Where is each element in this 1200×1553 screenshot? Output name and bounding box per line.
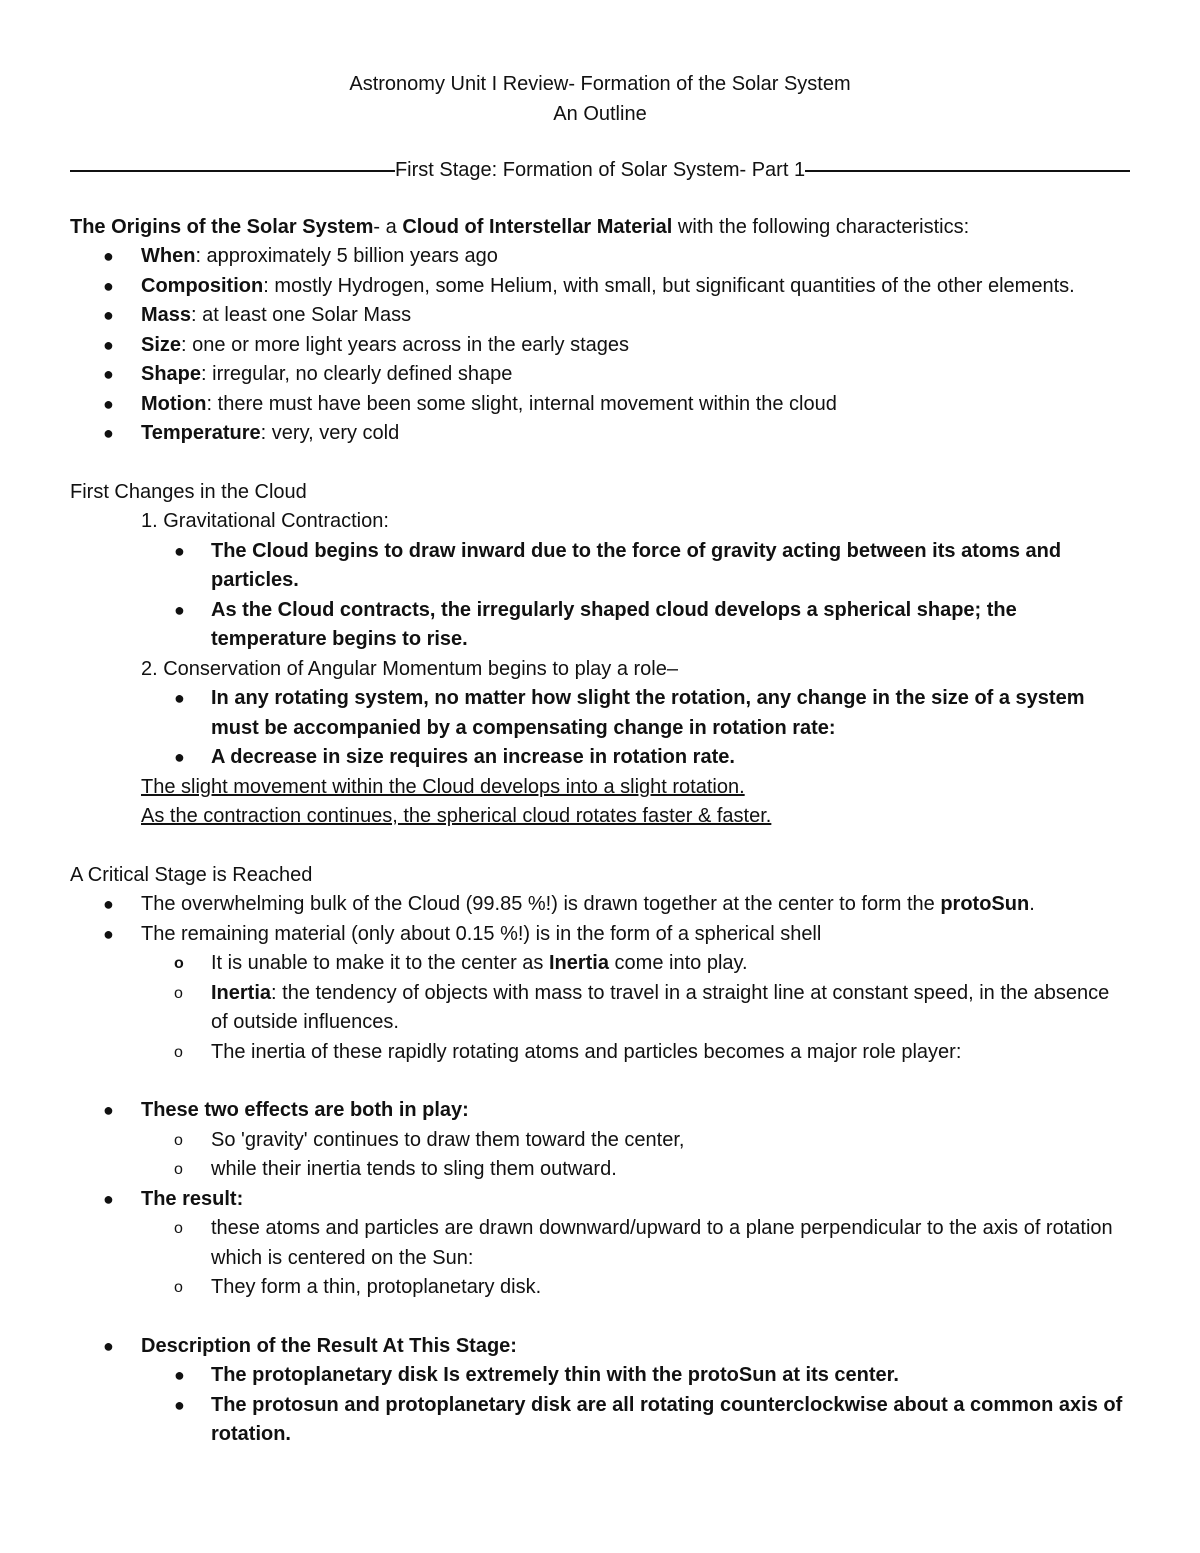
item-heading: Description of the Result At This Stage:	[141, 1334, 517, 1357]
item-text: : one or more light years across in the early stages	[181, 333, 630, 356]
document-subtitle: An Outline	[553, 102, 647, 125]
item-text: So 'gravity' continues to draw them toward the center,	[211, 1128, 685, 1151]
bullet-circle-icon: o	[174, 1220, 183, 1237]
item-term: Mass	[141, 304, 192, 326]
bullet-dot-icon: ●	[103, 923, 114, 944]
item-term: Motion	[141, 392, 207, 415]
list-item	[70, 1273, 1130, 1303]
item-text: : mostly Hydrogen, some Helium, with small, but significant quantities of the other elements.	[263, 274, 1075, 297]
step2-list	[70, 684, 1130, 773]
bullet-dot-icon: ●	[103, 305, 114, 325]
bullet-circle-icon: o	[174, 955, 184, 972]
bullet-dot-icon: ●	[103, 1188, 114, 1209]
bullet-dot-icon: ●	[103, 1100, 114, 1120]
bullet-circle-icon: o	[174, 1279, 183, 1296]
bullet-circle-icon: o	[174, 1161, 183, 1178]
item-term: Composition	[141, 274, 264, 297]
item-text: The inertia of these rapidly rotating atoms and particles becomes a major role player:	[211, 1040, 962, 1063]
list-item	[70, 949, 1130, 979]
item-term: When	[141, 245, 196, 267]
list-item	[70, 684, 1130, 743]
list-item	[70, 390, 1130, 420]
list-item	[70, 360, 1130, 390]
bullet-dot-icon: ●	[103, 894, 114, 914]
list-item	[70, 537, 1130, 596]
bullet-dot-icon: ●	[103, 246, 114, 266]
origins-lead	[70, 213, 1130, 243]
underlined-note-faster: As the contraction continues, the spherical cloud rotates faster & faster.	[141, 805, 772, 827]
list-item	[70, 242, 1130, 272]
step-gravitational-contraction: 1. Gravitational Contraction:	[141, 510, 389, 532]
list-item	[70, 331, 1130, 361]
item-text: : very, very cold	[260, 422, 400, 444]
list-item	[70, 1361, 1130, 1391]
bullet-dot-icon: ●	[174, 599, 185, 620]
banner-rule-right	[805, 170, 1130, 172]
bullet-dot-icon: ●	[174, 688, 185, 708]
origins-lead-text-1: - a	[373, 215, 403, 238]
section-banner	[70, 156, 1130, 186]
step-angular-momentum: 2. Conservation of Angular Momentum begins to play a role–	[141, 657, 678, 680]
bullet-dot-icon: ●	[174, 1394, 185, 1415]
item-text: The overwhelming bulk of the Cloud (99.85 %!) is drawn together at the center to form the	[141, 893, 941, 915]
origins-lead-text-2: with the following characteristics:	[672, 215, 970, 238]
item-text: : there must have been some slight, internal movement within the cloud	[206, 392, 837, 415]
list-item	[70, 1214, 1130, 1273]
list-item	[70, 1038, 1130, 1068]
item-term: Temperature	[141, 422, 261, 444]
step1-list	[70, 537, 1130, 655]
bullet-circle-icon: o	[174, 984, 183, 1002]
list-item	[70, 1185, 1130, 1215]
item-term: protoSun	[940, 893, 1030, 915]
item-text: The protoplanetary disk Is extremely thin with the protoSun at its center.	[211, 1364, 899, 1386]
item-heading: The result:	[141, 1187, 244, 1210]
item-text: : the tendency of objects with mass to travel in a straight line at constant speed, in the absence of outside influences.	[211, 981, 1110, 1033]
item-text: The Cloud begins to draw inward due to the force of gravity acting between its atoms and particles.	[211, 539, 1062, 591]
bullet-circle-icon: o	[174, 1131, 183, 1149]
effects-list	[70, 1096, 1130, 1303]
list-item	[70, 890, 1130, 920]
item-text: A decrease in size requires an increase in rotation rate.	[211, 746, 735, 768]
list-item	[70, 1391, 1130, 1450]
item-text: .	[1029, 893, 1035, 915]
item-text: The protosun and protoplanetary disk are all rotating counterclockwise about a common axis of rotation.	[211, 1393, 1123, 1445]
bullet-dot-icon: ●	[103, 393, 114, 414]
critical-stage-list	[70, 890, 1130, 1067]
item-text: They form a thin, protoplanetary disk.	[211, 1276, 542, 1298]
bullet-dot-icon: ●	[103, 423, 114, 443]
item-text: : irregular, no clearly defined shape	[201, 363, 513, 385]
item-term: Shape	[141, 363, 202, 385]
list-item	[70, 743, 1130, 773]
critical-stage-heading: A Critical Stage is Reached	[70, 863, 313, 886]
bullet-circle-icon: o	[174, 1043, 183, 1061]
list-item	[70, 419, 1130, 449]
description-list	[70, 1332, 1130, 1450]
origins-lead-bold-1: The Origins of the Solar System	[70, 215, 374, 238]
list-item	[70, 920, 1130, 950]
item-text: while their inertia tends to sling them outward.	[211, 1158, 617, 1180]
list-item	[70, 1096, 1130, 1126]
list-item	[70, 979, 1130, 1038]
banner-rule-left	[70, 170, 395, 172]
underlined-note-rotation: The slight movement within the Cloud develops into a slight rotation.	[141, 775, 745, 798]
section-banner-text: First Stage: Formation of Solar System- Part 1	[394, 159, 806, 181]
item-term: Inertia	[548, 952, 609, 974]
list-item	[70, 301, 1130, 331]
item-text: : at least one Solar Mass	[191, 304, 412, 326]
list-item	[70, 1126, 1130, 1156]
bullet-dot-icon: ●	[103, 334, 114, 355]
origins-lead-bold-2: Cloud of Interstellar Material	[402, 215, 673, 238]
item-text: As the Cloud contracts, the irregularly shaped cloud develops a spherical shape; the temperature begins to rise.	[211, 598, 1017, 650]
bullet-dot-icon: ●	[174, 540, 185, 561]
list-item	[70, 272, 1130, 302]
item-text: It is unable to make it to the center as	[211, 952, 549, 974]
list-item	[70, 596, 1130, 655]
first-changes-heading: First Changes in the Cloud	[70, 480, 307, 503]
list-item	[70, 1155, 1130, 1185]
bullet-dot-icon: ●	[103, 275, 114, 296]
bullet-dot-icon: ●	[103, 1335, 114, 1356]
item-heading: These two effects are both in play:	[141, 1099, 469, 1121]
item-term: Inertia	[211, 981, 272, 1004]
item-text: these atoms and particles are drawn downward/upward to a plane perpendicular to the axis of rotation which is centered on the Sun:	[211, 1217, 1113, 1269]
origins-characteristics-list	[70, 242, 1130, 449]
document-page	[70, 70, 1130, 1450]
document-title: Astronomy Unit I Review- Formation of the Solar System	[349, 73, 851, 95]
item-text: : approximately 5 billion years ago	[195, 245, 498, 267]
bullet-dot-icon: ●	[103, 364, 114, 384]
item-text: come into play.	[609, 952, 748, 974]
item-term: Size	[141, 333, 182, 356]
bullet-dot-icon: ●	[174, 1365, 185, 1385]
bullet-dot-icon: ●	[174, 747, 185, 767]
item-text: The remaining material (only about 0.15 %!) is in the form of a spherical shell	[141, 922, 822, 945]
item-text: In any rotating system, no matter how slight the rotation, any change in the size of a system must be accompanied by a compensating change in rotation rate:	[211, 687, 1085, 739]
list-item	[70, 1332, 1130, 1362]
